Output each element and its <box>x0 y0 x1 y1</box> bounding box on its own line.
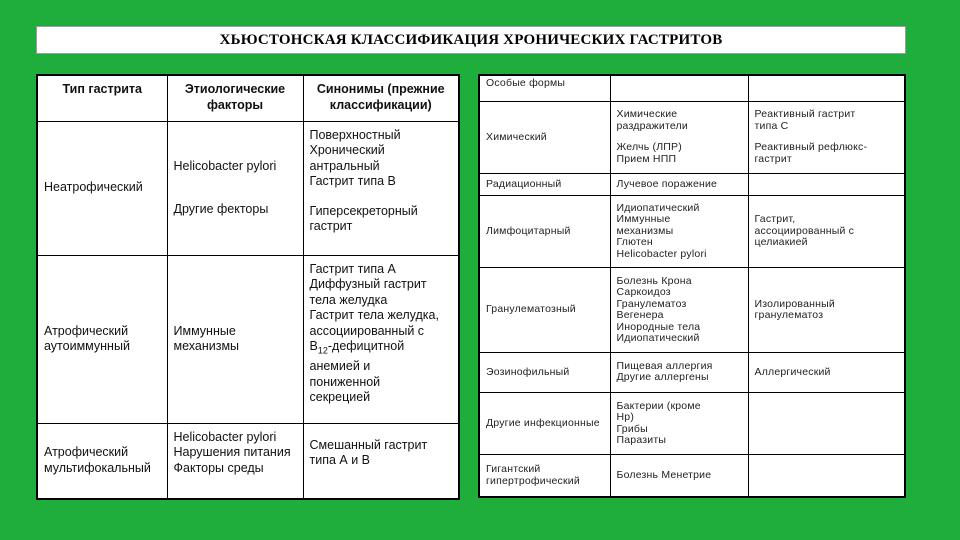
table-row <box>479 352 905 392</box>
table-row <box>479 196 905 268</box>
cell-line: Аллергический <box>754 365 831 378</box>
header-synonyms: Синонимы (прежние классификации) <box>303 75 459 121</box>
cause-cell <box>610 268 748 352</box>
synonym-cell <box>748 392 905 454</box>
synonym-line: Диффузный гастрит <box>309 277 427 291</box>
synonym-line <box>310 339 453 359</box>
synonym-cell <box>748 196 905 268</box>
title-box <box>36 26 906 54</box>
form-cell: Другие инфекционные <box>479 392 610 454</box>
cell-line: Болезнь Менетрие <box>616 468 712 481</box>
synonym-cell <box>748 455 905 497</box>
factor-line: Helicobacter pylori <box>173 158 277 173</box>
header-type: Тип гастрита <box>37 75 167 121</box>
cell-line: Реактивный гастрит <box>754 108 856 121</box>
form-cell: Эозинофильный <box>479 352 610 392</box>
cell-line: Грибы <box>616 422 648 435</box>
cell-line: механизмы <box>616 224 674 237</box>
classification-table <box>36 74 460 500</box>
b12-sub: 12 <box>317 345 328 356</box>
cell-line: Инородные тела <box>616 320 701 333</box>
table-row <box>479 268 905 352</box>
factor-line: Другие фекторы <box>173 202 269 216</box>
table-row <box>37 423 459 499</box>
special-forms-body <box>479 75 905 497</box>
form-cell: Лимфоцитарный <box>479 196 610 268</box>
table-row <box>479 75 905 101</box>
cell-line: Helicobacter pylori <box>616 247 707 260</box>
cause-cell <box>610 173 748 195</box>
synonym-line: секрецией <box>309 390 371 404</box>
synonym-line: Поверхностный <box>309 127 401 142</box>
synonym-cell <box>748 352 905 392</box>
b12-suffix: -дефицитной <box>327 339 405 353</box>
cell-line: Пищевая аллергия <box>616 359 713 372</box>
cell-line: гранулематоз <box>754 309 824 322</box>
table-row <box>37 255 459 423</box>
cell-line: гастрит <box>754 152 792 165</box>
synonym-cell <box>748 75 905 101</box>
table-header-row <box>37 75 459 121</box>
type-cell: Атрофический аутоиммунный <box>37 255 167 423</box>
factor-line: Нарушения питания <box>173 445 291 459</box>
synonym-line: анемией и <box>309 359 371 373</box>
cell-line: раздражители <box>616 119 688 132</box>
cell-line: Hp) <box>616 411 635 424</box>
synonym-cell <box>748 173 905 195</box>
type-cell: Атрофический мультифокальный <box>37 423 167 499</box>
cell-line: Глютен <box>616 236 653 249</box>
table-row <box>479 101 905 173</box>
cell-line: Химические <box>616 108 678 121</box>
cell-line: Болезнь Крона <box>616 274 692 287</box>
synonym-line: Хронический <box>309 143 385 157</box>
cell-line: Вегенера <box>616 309 664 322</box>
type-cell: Неатрофический <box>37 121 167 255</box>
cell-line: типа С <box>754 119 789 132</box>
table-row <box>479 173 905 195</box>
factor-line: Helicobacter pylori <box>173 429 277 444</box>
cell-line: Паразиты <box>616 434 667 447</box>
synonyms-cell <box>303 423 459 499</box>
table-row <box>37 121 459 255</box>
synonym-line: типа А и В <box>309 453 371 467</box>
page-title: ХЬЮСТОНСКАЯ КЛАССИФИКАЦИЯ ХРОНИЧЕСКИХ ГАСТРИТОВ <box>219 31 723 48</box>
table-row <box>479 455 905 497</box>
synonym-line: гастрит <box>309 219 353 233</box>
form-cell: Радиационный <box>479 173 610 195</box>
synonym-cell <box>748 101 905 173</box>
cell-line: Лучевое поражение <box>616 177 718 190</box>
synonym-line: Гастрит типа В <box>309 174 396 188</box>
b12-prefix: B <box>309 339 318 353</box>
header-factors: Этиологические факторы <box>167 75 303 121</box>
cell-line: Реактивный рефлюкс- <box>754 141 868 154</box>
cause-cell <box>610 352 748 392</box>
cell-line: Идиопатический <box>616 201 700 214</box>
form-cell: Гранулематозный <box>479 268 610 352</box>
cell-line: Иммунные <box>616 213 671 226</box>
synonym-cell <box>748 268 905 352</box>
factors-cell <box>167 121 303 255</box>
factor-line: Факторы среды <box>173 460 264 475</box>
cause-cell <box>610 392 748 454</box>
synonyms-cell <box>303 255 459 423</box>
cell-line: Прием НПП <box>616 152 677 165</box>
cell-line: Гастрит, <box>754 213 796 226</box>
cause-cell <box>610 101 748 173</box>
cell-line: Изолированный <box>754 297 835 310</box>
cell-line: Другие аллергены <box>616 371 709 384</box>
cell-line: Желчь (ЛПР) <box>616 141 682 154</box>
cell-line: Идиопатический <box>616 332 700 345</box>
synonym-line: Гастрит тела желудка, <box>309 308 439 322</box>
form-cell: Особые формы <box>479 75 610 101</box>
synonym-line: Смешанный гастрит <box>309 437 428 452</box>
cell-line: Бактерии (кроме <box>616 399 701 412</box>
cell-line: целиакией <box>754 236 808 249</box>
table-row <box>479 392 905 454</box>
synonym-line: Гиперсекреторный <box>309 203 418 218</box>
form-cell: Гигантский гипертрофический <box>479 455 610 497</box>
cell-line: Саркоидоз <box>616 286 671 299</box>
cell-line: ассоциированный с <box>754 224 855 237</box>
factors-cell: Иммунные механизмы <box>167 255 303 423</box>
cause-cell <box>610 196 748 268</box>
synonym-line: антральный <box>309 158 380 173</box>
synonym-line: тела желудка <box>309 292 388 307</box>
form-cell: Химический <box>479 101 610 173</box>
special-forms-table <box>478 74 906 498</box>
cell-line: Гранулематоз <box>616 297 687 310</box>
cause-cell <box>610 455 748 497</box>
synonym-line: Гастрит типа А <box>309 261 396 276</box>
synonym-line: ассоциированный с <box>309 323 425 338</box>
cause-cell <box>610 75 748 101</box>
synonyms-cell <box>303 121 459 255</box>
factors-cell <box>167 423 303 499</box>
synonym-line: пониженной <box>309 374 381 389</box>
